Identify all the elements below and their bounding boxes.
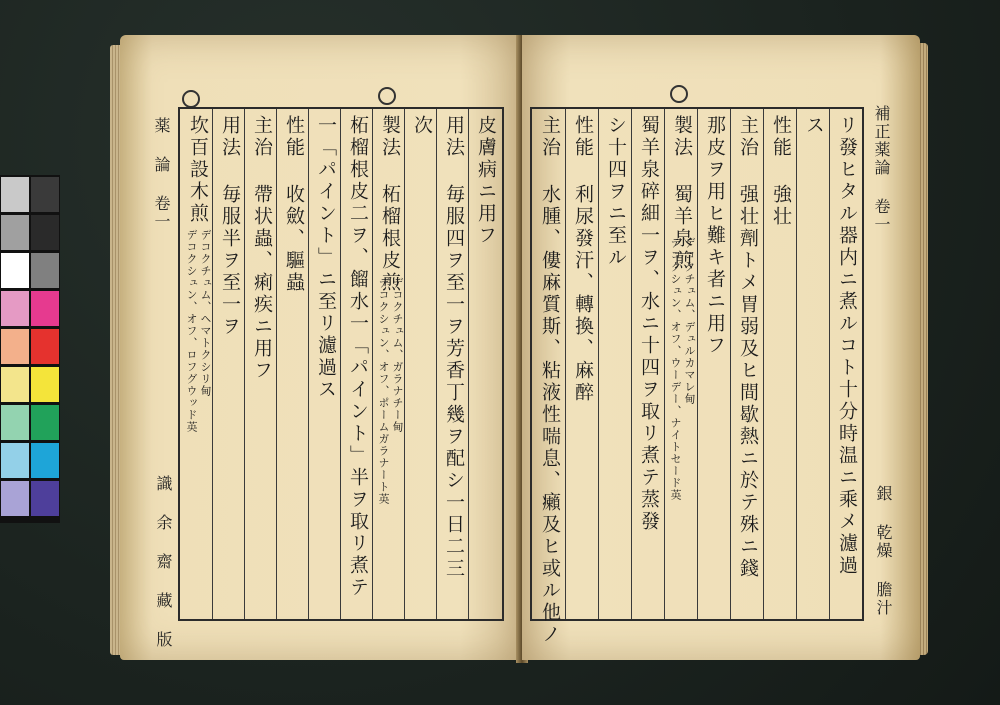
running-header: 補正薬論 卷一 xyxy=(872,105,891,234)
swatch xyxy=(31,215,59,250)
swatch xyxy=(1,253,29,288)
english-note: デコクシュン、オフ、ウーデー、ナイトセード英 xyxy=(669,237,682,501)
text-column: 用法 毎服半ヲ至一ヲ xyxy=(219,115,241,338)
text-frame xyxy=(178,107,504,621)
swatch xyxy=(31,481,59,516)
text-column: 一「パイント」ニ至リ濾過ス xyxy=(315,115,337,401)
latin-note: デコクチュム、ガラナチー甸 xyxy=(391,277,404,433)
swatch xyxy=(1,329,29,364)
swatch xyxy=(31,253,59,288)
margin-mark: 銀 乾燥 膽汁 xyxy=(874,485,893,617)
right-page xyxy=(522,35,920,660)
text-column: 主治 强壮劑トメ胃弱及ヒ間歇熱ニ於テ殊ニ錢 xyxy=(737,115,759,580)
swatch xyxy=(1,177,29,212)
text-column: 主治 水腫、僂麻質斯、粘液性喘息、癩及ヒ或ル他ノ xyxy=(539,115,561,646)
text-frame xyxy=(530,107,864,646)
text-column: シ十四ヲニ至ル xyxy=(605,115,627,269)
swatch xyxy=(31,367,59,402)
text-column: 皮膚病ニ用フ xyxy=(475,115,497,247)
swatch xyxy=(31,443,59,478)
text-column: 製法 蜀羊泉煎 xyxy=(671,115,693,272)
text-column: 性能 利尿發汗、轉換、麻醉 xyxy=(572,115,594,404)
swatch xyxy=(1,215,29,250)
swatch xyxy=(31,177,59,212)
color-checker xyxy=(0,175,60,523)
binding-hole xyxy=(670,85,688,103)
swatch xyxy=(1,405,29,440)
swatch xyxy=(31,291,59,326)
binding-hole xyxy=(378,87,396,105)
latin-note: デコクチュム、ヘマトクシリ甸 xyxy=(199,229,212,397)
text-column: 坎百設木煎 xyxy=(187,115,209,225)
left-page xyxy=(120,35,520,660)
text-column: 性能 強壮 xyxy=(770,115,792,228)
text-column: 次 xyxy=(411,115,433,137)
swatch xyxy=(31,405,59,440)
swatch xyxy=(1,443,29,478)
margin-title: 薬 論 卷一 xyxy=(152,117,171,231)
text-column: 用法 毎服四ヲ至一ヲ芳香丁幾ヲ配シ一日二三 xyxy=(443,115,465,580)
text-column: 蜀羊泉碎細一ヲ、水ニ十四ヲ取リ煮テ蒸發 xyxy=(638,115,660,533)
open-book xyxy=(120,35,920,670)
text-column: 製法 柘榴根皮煎 xyxy=(379,115,401,294)
swatch xyxy=(1,481,29,516)
text-column: 性能 收斂、驅蟲 xyxy=(283,115,305,294)
english-note: デコクシュン、オフ、ポームガラナート英 xyxy=(377,277,390,505)
latin-note: デコクチュム、デュルカマレ甸 xyxy=(683,237,696,405)
swatch xyxy=(1,367,29,402)
text-column: 那皮ヲ用ヒ難キ者ニ用フ xyxy=(704,115,726,357)
text-column: ス xyxy=(803,115,825,137)
swatch xyxy=(31,329,59,364)
swatch xyxy=(1,291,29,326)
text-column: リ發ヒタル器内ニ煮ルコト十分時温ニ乘メ濾過 xyxy=(836,115,858,577)
text-column: 柘榴根皮二ヲ、餾水一「パイント」半ヲ取リ煮テ xyxy=(347,115,369,599)
english-note: デコクシュン、オフ、ロフグウッド英 xyxy=(185,229,198,433)
text-column: 主治 帶状蟲、痢疾ニ用フ xyxy=(251,115,273,382)
publisher-mark: 識 余 齋 藏 版 xyxy=(154,475,173,649)
binding-hole xyxy=(182,90,200,108)
